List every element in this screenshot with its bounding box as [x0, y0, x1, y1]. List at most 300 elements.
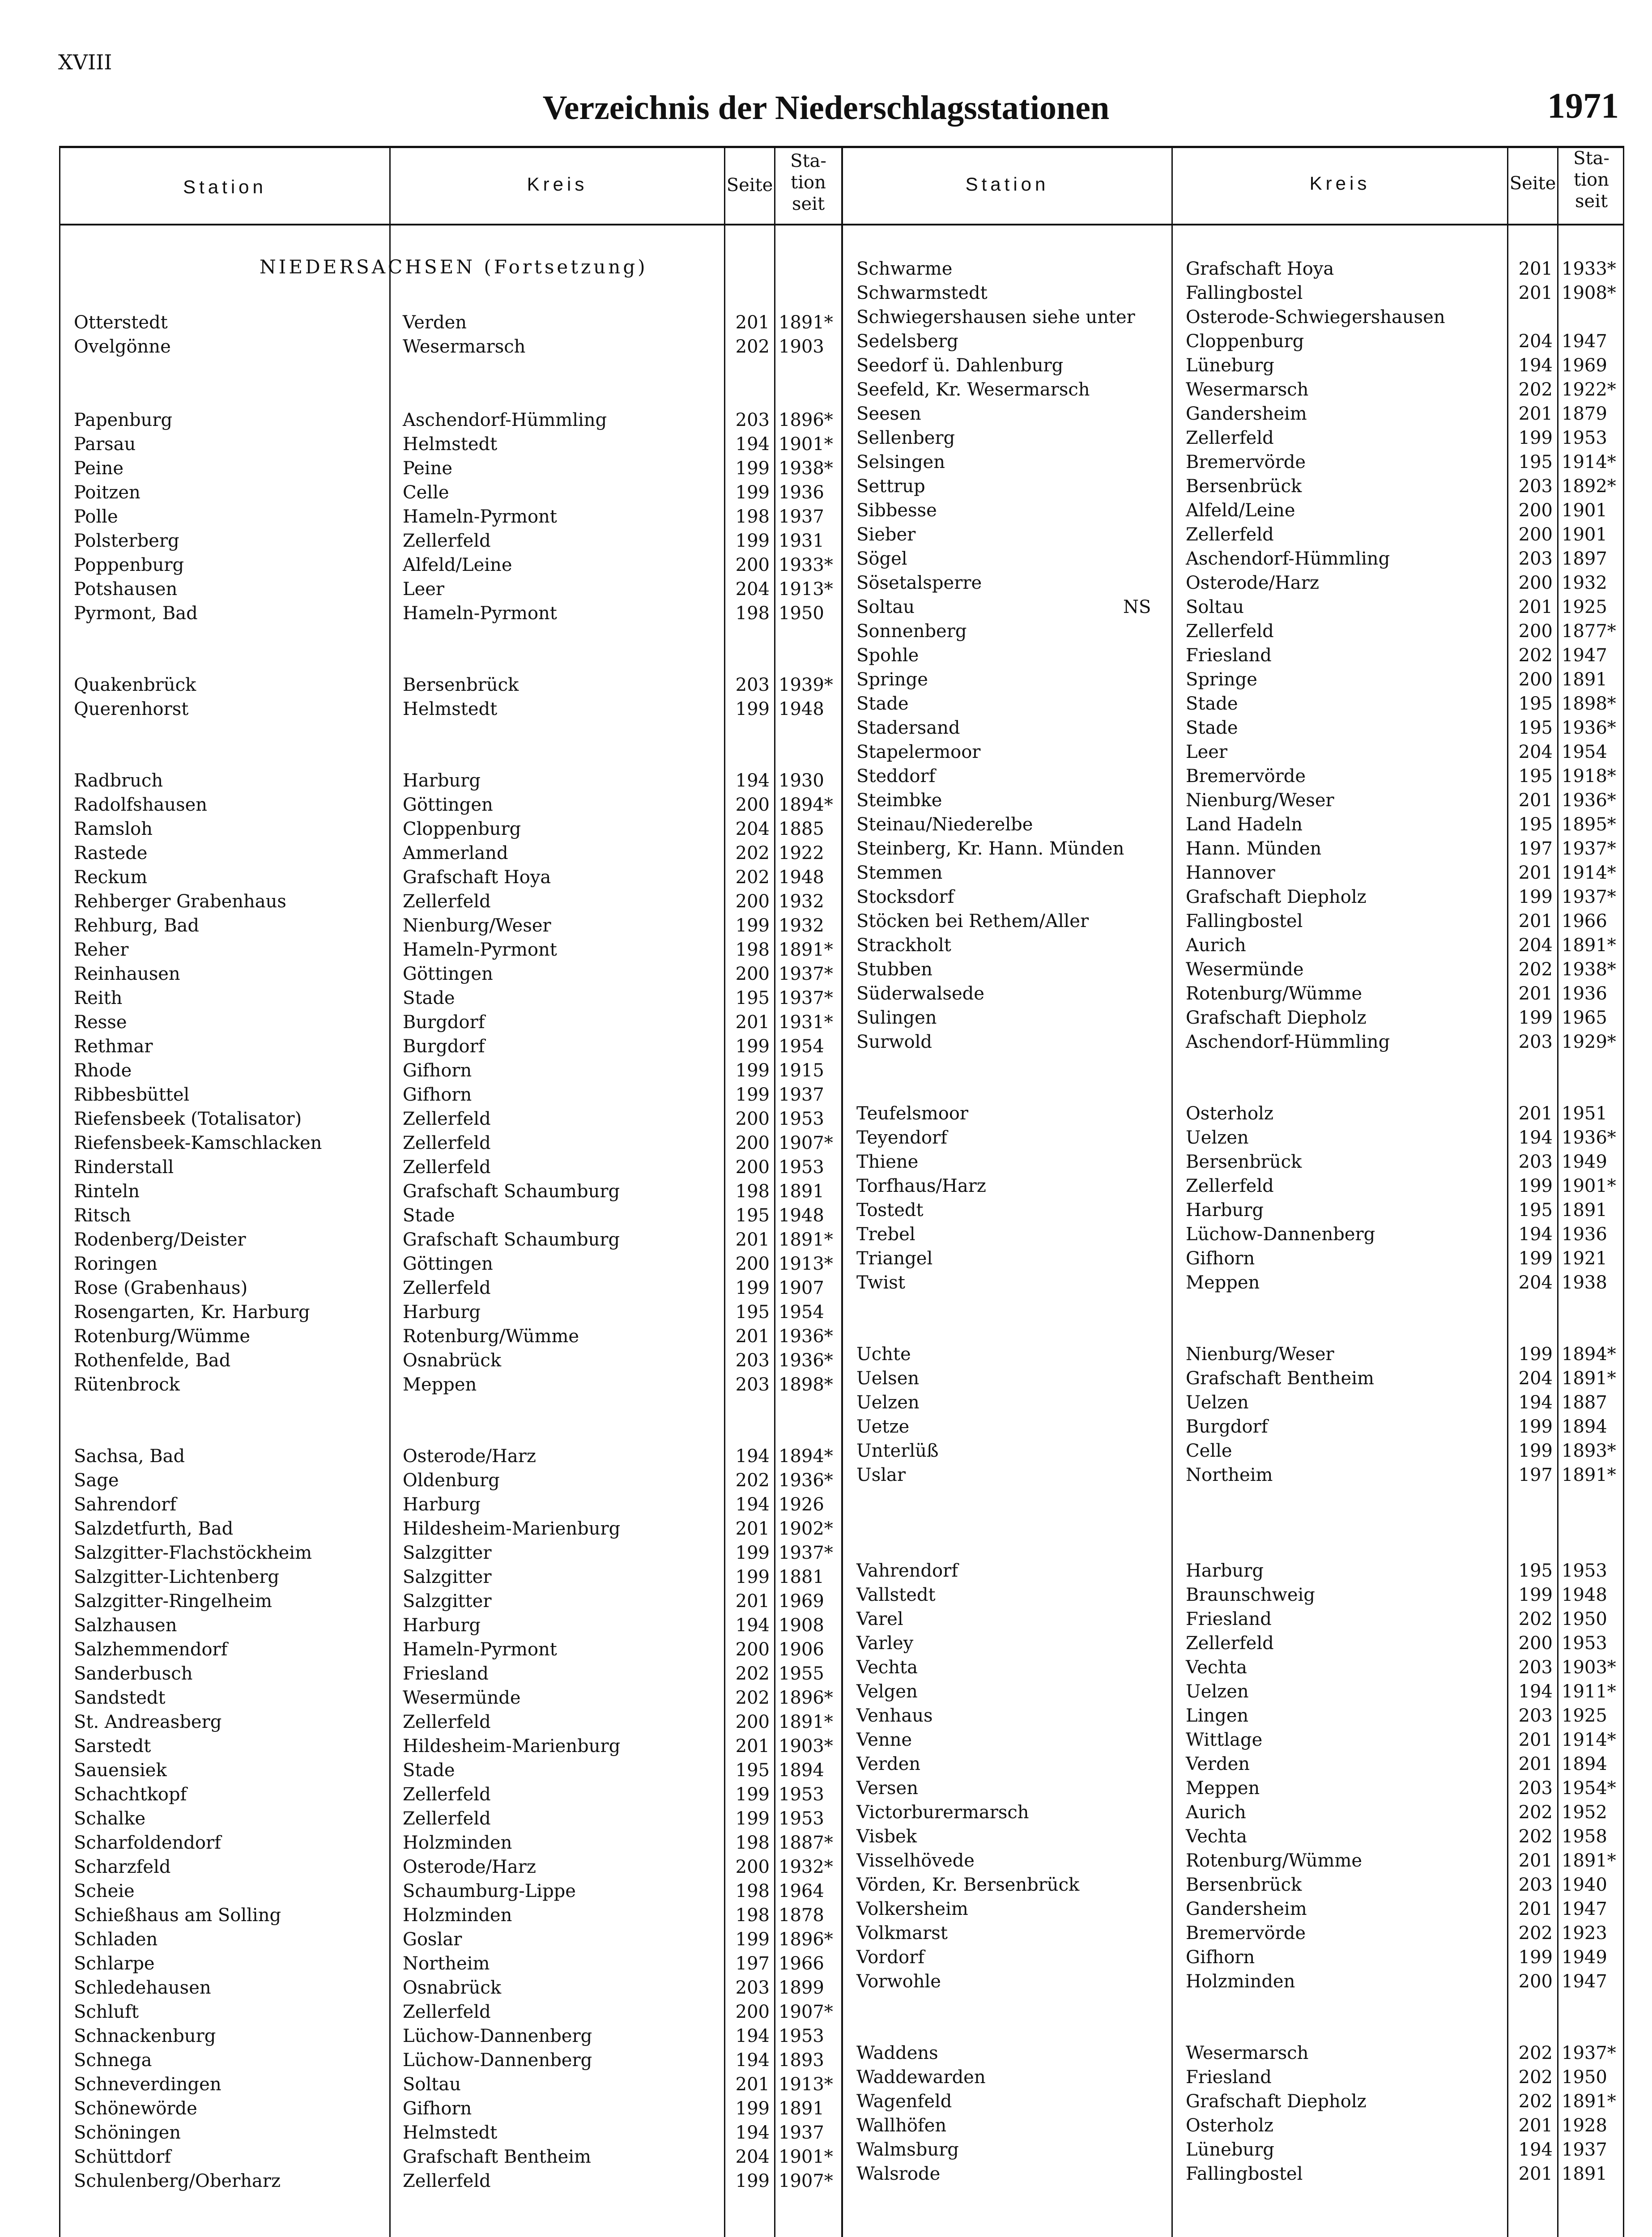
header-station: Station [183, 176, 267, 197]
kreis-name: Fallingbostel [1186, 2164, 1303, 2184]
station-since-year: 1922* [1562, 379, 1616, 400]
seite-number: 194 [735, 2122, 770, 2143]
seite-number: 199 [1518, 1344, 1553, 1365]
station-name: Rinderstall [74, 1157, 174, 1178]
station-since-year: 1936 [779, 482, 824, 503]
station-name: Uetze [856, 1416, 910, 1437]
station-name: Sulingen [856, 1008, 937, 1028]
column-rule [389, 146, 391, 2237]
seite-number: 202 [1518, 2043, 1553, 2063]
kreis-name: Zellerfeld [403, 1808, 491, 1829]
header-kreis: Kreis [527, 174, 588, 195]
station-name: Rinteln [74, 1181, 140, 1202]
station-since-year: 1891* [1562, 1850, 1616, 1871]
station-since-year: 1948 [1562, 1585, 1607, 1605]
kreis-name: Zellerfeld [403, 1133, 491, 1153]
kreis-name: Zellerfeld [1186, 621, 1274, 642]
seite-number: 201 [1518, 2115, 1553, 2136]
station-since-year: 1937 [1562, 2139, 1607, 2160]
station-since-year: 1938 [1562, 1272, 1607, 1293]
seite-number: 200 [1518, 500, 1553, 521]
station-since-year: 1937* [779, 964, 833, 984]
station-since-year: 1885 [779, 819, 824, 839]
station-since-year: 1929* [1562, 1032, 1616, 1052]
seite-number: 202 [735, 1663, 770, 1684]
station-name: Polle [74, 506, 118, 527]
seite-number: 201 [1518, 404, 1553, 424]
station-since-year: 1914* [1562, 1730, 1616, 1750]
station-since-year: 1896* [779, 1929, 833, 1950]
seite-number: 201 [735, 2074, 770, 2095]
station-name: Reinhausen [74, 964, 180, 984]
kreis-name: Stade [403, 1760, 455, 1781]
seite-number: 199 [1518, 1947, 1553, 1968]
seite-number: 195 [735, 1205, 770, 1226]
station-since-year: 1922 [779, 843, 824, 863]
kreis-name: Bremervörde [1186, 766, 1306, 787]
station-name: Sibbesse [856, 500, 937, 521]
station-since-year: 1937* [1562, 838, 1616, 859]
kreis-name: Nienburg/Weser [1186, 790, 1334, 811]
station-name: Venne [856, 1730, 912, 1750]
kreis-name: Rotenburg/Wümme [1186, 1850, 1362, 1871]
seite-number: 203 [735, 1374, 770, 1395]
station-name: Radolfshausen [74, 795, 208, 815]
kreis-name: Stade [1186, 693, 1238, 714]
station-since-year: 1953 [779, 1157, 824, 1178]
kreis-name: Soltau [403, 2074, 461, 2095]
station-name: Volkmarst [856, 1923, 948, 1944]
station-name: Salzhausen [74, 1615, 177, 1636]
station-name: Uelsen [856, 1368, 920, 1389]
seite-number: 204 [735, 2147, 770, 2167]
seite-number: 195 [735, 1760, 770, 1781]
kreis-name: Osterholz [1186, 2115, 1273, 2136]
station-since-year: 1936* [1562, 1127, 1616, 1148]
seite-number: 199 [735, 1036, 770, 1057]
station-since-year: 1891 [1562, 2164, 1607, 2184]
station-since-year: 1887* [779, 1833, 833, 1853]
seite-number: 200 [735, 795, 770, 815]
station-since-year: 1899 [779, 1978, 824, 1998]
seite-number: 200 [1518, 1633, 1553, 1654]
station-name: Walsrode [856, 2164, 941, 2184]
kreis-name: Grafschaft Diepholz [1186, 2091, 1367, 2112]
kreis-name: Bremervörde [1186, 1923, 1306, 1944]
station-name: Unterlüß [856, 1441, 939, 1461]
station-since-year: 1908* [1562, 283, 1616, 303]
station-since-year: 1911* [1562, 1681, 1616, 1702]
station-name: Vechta [856, 1657, 918, 1678]
header-kreis: Kreis [1309, 173, 1371, 194]
kreis-name: Bersenbrück [1186, 1875, 1302, 1895]
station-name: Parsau [74, 434, 136, 455]
station-since-year: 1952 [1562, 1802, 1607, 1823]
kreis-name: Helmstedt [403, 699, 498, 719]
seite-number: 201 [1518, 597, 1553, 617]
station-since-year: 1913* [779, 1254, 833, 1274]
station-name: Steinberg, Kr. Hann. Münden [856, 838, 1124, 859]
seite-number: 202 [1518, 1923, 1553, 1944]
seite-number: 197 [1518, 838, 1553, 859]
station-since-year: 1893* [1562, 1441, 1616, 1461]
seite-number: 201 [1518, 911, 1553, 931]
kreis-name: Nienburg/Weser [1186, 1344, 1334, 1365]
station-since-year: 1954 [779, 1036, 824, 1057]
kreis-name: Grafschaft Schaumburg [403, 1181, 620, 1202]
station-name: Papenburg [74, 410, 173, 430]
section-heading: NIEDERSACHSEN (Fortsetzung) [260, 256, 648, 278]
station-since-year: 1966 [779, 1953, 824, 1974]
kreis-name: Salzgitter [403, 1567, 492, 1587]
station-since-year: 1936* [1562, 790, 1616, 811]
station-since-year: 1953 [779, 1808, 824, 1829]
kreis-name: Leer [403, 579, 445, 600]
kreis-name: Hannover [1186, 863, 1275, 883]
station-name: Otterstedt [74, 312, 168, 333]
station-since-year: 1928 [1562, 2115, 1607, 2136]
seite-number: 199 [735, 1060, 770, 1081]
kreis-name: Alfeld/Leine [1186, 500, 1295, 521]
station-name: Salzgitter-Flachstöckheim [74, 1543, 312, 1563]
station-since-year: 1964 [779, 1881, 824, 1901]
seite-number: 201 [735, 312, 770, 333]
seite-number: 199 [1518, 1248, 1553, 1269]
station-since-year: 1925 [1562, 597, 1607, 617]
station-since-year: 1894* [779, 795, 833, 815]
seite-number: 194 [735, 434, 770, 455]
kreis-name: Zellerfeld [1186, 524, 1274, 545]
station-name: Schnega [74, 2050, 152, 2071]
station-since-year: 1953 [1562, 428, 1607, 448]
station-name: Polsterberg [74, 531, 179, 551]
kreis-name: Northeim [1186, 1465, 1273, 1485]
kreis-name: Salzgitter [403, 1543, 492, 1563]
station-since-year: 1947 [1562, 645, 1607, 666]
station-name: Rose (Grabenhaus) [74, 1278, 248, 1298]
seite-number: 203 [735, 1350, 770, 1371]
station-since-year: 1914* [1562, 452, 1616, 472]
station-name: Süderwalsede [856, 983, 984, 1004]
seite-number: 200 [1518, 669, 1553, 690]
station-name: Poppenburg [74, 555, 184, 575]
seite-number: 195 [1518, 693, 1553, 714]
station-name: Visbek [856, 1826, 917, 1847]
kreis-name: Wesermünde [1186, 959, 1304, 980]
seite-number: 194 [1518, 1681, 1553, 1702]
seite-number: 201 [1518, 2164, 1553, 2184]
kreis-name: Gifhorn [1186, 1947, 1255, 1968]
seite-number: 200 [735, 2002, 770, 2022]
seite-number: 201 [1518, 259, 1553, 279]
header-seit-line: Sta- [1573, 148, 1609, 169]
station-name: Stemmen [856, 863, 943, 883]
kreis-name: Lüchow-Dannenberg [1186, 1224, 1375, 1245]
page-year: 1971 [1547, 86, 1619, 126]
station-name: Resse [74, 1012, 127, 1033]
station-name: Ovelgönne [74, 336, 171, 357]
station-name: Rhode [74, 1060, 132, 1081]
station-since-year: 1881 [779, 1567, 824, 1587]
kreis-name: Grafschaft Hoya [1186, 259, 1334, 279]
kreis-name: Hameln-Pyrmont [403, 1639, 557, 1660]
kreis-name: Fallingbostel [1186, 911, 1303, 931]
station-name: Quakenbrück [74, 675, 196, 695]
kreis-name: Wesermünde [403, 1688, 521, 1708]
station-name: Sedelsberg [856, 331, 958, 352]
seite-number: 203 [1518, 549, 1553, 569]
station-name: Seedorf ü. Dahlenburg [856, 355, 1064, 376]
seite-number: 199 [1518, 1441, 1553, 1461]
station-since-year: 1903* [1562, 1657, 1616, 1678]
kreis-name: Uelzen [1186, 1127, 1249, 1148]
seite-number: 199 [1518, 1008, 1553, 1028]
station-name: Rehburg, Bad [74, 915, 199, 936]
seite-number: 199 [735, 531, 770, 551]
station-since-year: 1931 [779, 531, 824, 551]
station-name: Schneverdingen [74, 2074, 221, 2095]
seite-number: 199 [735, 1278, 770, 1298]
seite-number: 197 [1518, 1465, 1553, 1485]
kreis-name: Fallingbostel [1186, 283, 1303, 303]
station-since-year: 1902* [779, 1518, 833, 1539]
station-name: Scheie [74, 1881, 135, 1901]
station-name: Sage [74, 1470, 119, 1491]
station-since-year: 1936 [1562, 1224, 1607, 1245]
seite-number: 194 [735, 770, 770, 791]
kreis-name: Aurich [1186, 1802, 1246, 1823]
column-rule [774, 146, 775, 2237]
kreis-name: Osterode-Schwiegershausen [1186, 307, 1445, 327]
seite-number: 199 [735, 1084, 770, 1105]
seite-number: 199 [1518, 887, 1553, 907]
station-name: Rotenburg/Wümme [74, 1326, 251, 1347]
station-name: Querenhorst [74, 699, 189, 719]
kreis-name: Salzgitter [403, 1591, 492, 1612]
station-since-year: 1949 [1562, 1152, 1607, 1172]
station-name: Radbruch [74, 770, 163, 791]
seite-number: 198 [735, 603, 770, 624]
station-name: Sieber [856, 524, 916, 545]
kreis-name: Goslar [403, 1929, 462, 1950]
station-name: Versen [856, 1778, 918, 1799]
station-name: Varel [856, 1609, 903, 1629]
kreis-name: Zellerfeld [403, 2171, 491, 2191]
seite-number: 194 [735, 2050, 770, 2071]
station-since-year: 1907* [779, 2002, 833, 2022]
seite-number: 201 [1518, 283, 1553, 303]
kreis-name: Grafschaft Hoya [403, 867, 551, 888]
seite-number: 204 [1518, 935, 1553, 956]
column-rule [1171, 146, 1173, 2237]
kreis-name: Uelzen [1186, 1681, 1249, 1702]
station-since-year: 1937* [779, 1543, 833, 1563]
station-since-year: 1891* [1562, 1465, 1616, 1485]
station-since-year: 1887 [1562, 1392, 1607, 1413]
seite-number: 194 [1518, 1224, 1553, 1245]
kreis-name: Zellerfeld [1186, 428, 1274, 448]
seite-number: 198 [735, 506, 770, 527]
seite-number: 195 [735, 1302, 770, 1323]
seite-number: 204 [1518, 742, 1553, 762]
station-name: Visselhövede [856, 1850, 975, 1871]
station-name: Riefensbeek (Totalisator) [74, 1109, 302, 1129]
kreis-name: Aurich [1186, 935, 1246, 956]
station-name: Pyrmont, Bad [74, 603, 198, 624]
station-since-year: 1898* [779, 1374, 833, 1395]
seite-number: 204 [1518, 1272, 1553, 1293]
station-since-year: 1940 [1562, 1875, 1607, 1895]
station-since-year: 1914* [1562, 863, 1616, 883]
header-seit-line: tion [1574, 170, 1609, 190]
seite-number: 201 [1518, 1754, 1553, 1774]
station-since-year: 1955 [779, 1663, 824, 1684]
kreis-name: Springe [1186, 669, 1257, 690]
kreis-name: Oldenburg [403, 1470, 500, 1491]
seite-number: 200 [1518, 573, 1553, 593]
seite-number: 203 [735, 1978, 770, 1998]
kreis-name: Lüchow-Dannenberg [403, 2026, 592, 2046]
station-since-year: 1891* [779, 940, 833, 960]
station-since-year: 1925 [1562, 1705, 1607, 1726]
station-name: Vörden, Kr. Bersenbrück [856, 1875, 1080, 1895]
seite-number: 199 [735, 2098, 770, 2119]
kreis-name: Peine [403, 458, 453, 479]
station-name: Rethmar [74, 1036, 153, 1057]
station-name: Verden [856, 1754, 921, 1774]
header-station-seit [775, 150, 841, 215]
seite-number: 203 [1518, 1152, 1553, 1172]
seite-number: 195 [735, 988, 770, 1008]
kreis-name: Friesland [1186, 1609, 1272, 1629]
kreis-name: Burgdorf [403, 1012, 485, 1033]
seite-number: 195 [1518, 1200, 1553, 1221]
station-since-year: 1954 [779, 1302, 824, 1323]
kreis-name: Friesland [1186, 2067, 1272, 2088]
header-station: Station [965, 174, 1049, 195]
kreis-name: Hildesheim-Marienburg [403, 1518, 621, 1539]
station-since-year: 1893 [779, 2050, 824, 2071]
station-name: St. Andreasberg [74, 1712, 222, 1732]
kreis-name: Zellerfeld [403, 1784, 491, 1805]
station-name: Schnackenburg [74, 2026, 216, 2046]
seite-number: 201 [1518, 863, 1553, 883]
kreis-name: Meppen [403, 1374, 477, 1395]
station-since-year: 1891* [1562, 1368, 1616, 1389]
kreis-name: Wesermarsch [1186, 2043, 1309, 2063]
header-seit-line: seit [792, 194, 825, 214]
station-name: Ritsch [74, 1205, 131, 1226]
station-since-year: 1896* [779, 410, 833, 430]
seite-number: 201 [1518, 790, 1553, 811]
seite-number: 200 [735, 1157, 770, 1178]
kreis-name: Meppen [1186, 1778, 1260, 1799]
station-since-year: 1913* [779, 2074, 833, 2095]
seite-number: 194 [735, 2026, 770, 2046]
seite-number: 198 [735, 1833, 770, 1853]
station-name: Schachtkopf [74, 1784, 187, 1805]
station-since-year: 1901* [779, 2147, 833, 2167]
station-name: Soltau [856, 597, 915, 617]
seite-number: 201 [1518, 1103, 1553, 1124]
seite-number: 194 [1518, 2139, 1553, 2160]
station-since-year: 1895* [1562, 814, 1616, 835]
station-since-year: 1958 [1562, 1826, 1607, 1847]
kreis-name: Meppen [1186, 1272, 1260, 1293]
seite-number: 203 [735, 410, 770, 430]
kreis-name: Zellerfeld [403, 891, 491, 912]
seite-number: 201 [735, 1736, 770, 1756]
station-name: Sösetalsperre [856, 573, 982, 593]
station-since-year: 1891 [779, 1181, 824, 1202]
station-name: Reher [74, 940, 129, 960]
station-since-year: 1907* [779, 1133, 833, 1153]
kreis-name: Braunschweig [1186, 1585, 1315, 1605]
seite-number: 199 [735, 482, 770, 503]
seite-number: 202 [1518, 2067, 1553, 2088]
station-name: Rothenfelde, Bad [74, 1350, 231, 1371]
seite-number: 203 [1518, 1875, 1553, 1895]
station-name: Schwarme [856, 259, 953, 279]
station-name: Stade [856, 693, 909, 714]
seite-number: 199 [735, 915, 770, 936]
station-name: Steimbke [856, 790, 942, 811]
kreis-name: Osterholz [1186, 1103, 1273, 1124]
station-since-year: 1953 [1562, 1561, 1607, 1581]
seite-number: 194 [735, 1446, 770, 1467]
kreis-name: Bersenbrück [1186, 476, 1302, 497]
kreis-name: Zellerfeld [1186, 1176, 1274, 1196]
kreis-name: Grafschaft Bentheim [403, 2147, 591, 2167]
kreis-name: Bersenbrück [1186, 1152, 1302, 1172]
station-name: Schalke [74, 1808, 146, 1829]
kreis-name: Zellerfeld [403, 1157, 491, 1178]
seite-number: 195 [1518, 766, 1553, 787]
station-since-year: 1949 [1562, 1947, 1607, 1968]
kreis-name: Nienburg/Weser [403, 915, 551, 936]
station-since-year: 1891* [779, 1229, 833, 1250]
kreis-name: Göttingen [403, 1254, 493, 1274]
kreis-name: Zellerfeld [403, 1109, 491, 1129]
station-note: NS [1123, 597, 1151, 617]
station-name: Peine [74, 458, 124, 479]
kreis-name: Aschendorf-Hümmling [1186, 1032, 1390, 1052]
station-since-year: 1932* [779, 1857, 833, 1877]
seite-number: 194 [1518, 1127, 1553, 1148]
kreis-name: Grafschaft Diepholz [1186, 1008, 1367, 1028]
kreis-name: Burgdorf [403, 1036, 485, 1057]
seite-number: 199 [735, 1784, 770, 1805]
page-title: Verzeichnis der Niederschlagsstationen [542, 89, 1110, 127]
seite-number: 200 [1518, 524, 1553, 545]
station-since-year: 1918* [1562, 766, 1616, 787]
kreis-name: Friesland [1186, 645, 1272, 666]
station-name: Reith [74, 988, 123, 1008]
station-since-year: 1969 [1562, 355, 1607, 376]
kreis-name: Göttingen [403, 964, 493, 984]
station-name: Salzgitter-Ringelheim [74, 1591, 272, 1612]
station-name: Rehberger Grabenhaus [74, 891, 286, 912]
seite-number: 198 [735, 940, 770, 960]
station-name: Schießhaus am Solling [74, 1905, 281, 1926]
station-name: Velgen [856, 1681, 918, 1702]
station-since-year: 1891 [779, 2098, 824, 2119]
kreis-name: Osterode/Harz [403, 1446, 536, 1467]
kreis-name: Aschendorf-Hümmling [403, 410, 607, 430]
kreis-name: Zellerfeld [403, 1278, 491, 1298]
kreis-name: Holzminden [403, 1833, 512, 1853]
seite-number: 199 [1518, 1416, 1553, 1437]
